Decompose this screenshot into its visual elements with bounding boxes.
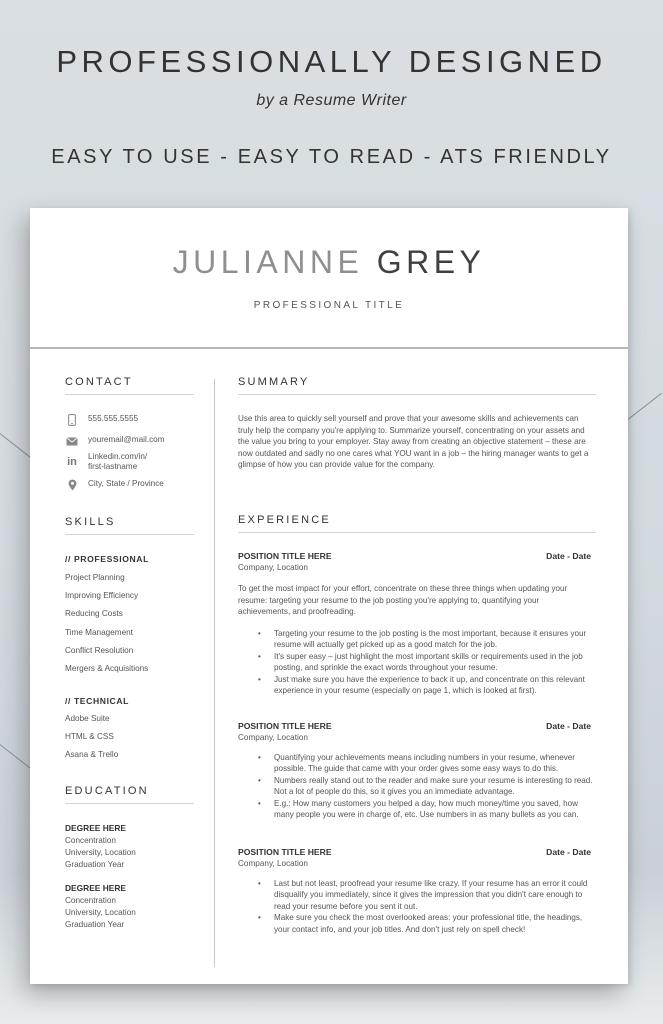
job-company: Company, Location: [238, 733, 308, 742]
hero-tagline: EASY TO USE - EASY TO READ - ATS FRIENDLY: [51, 146, 612, 168]
education-concentration: Concentration: [65, 896, 116, 905]
last-name: GREY: [376, 244, 486, 280]
hero-title: PROFESSIONALLY DESIGNED: [56, 44, 607, 79]
contact-email: [65, 435, 165, 447]
job-bullet: • Quantifying your achievements means including numbers in your resume, whenever possible. The guide that came with your order gives some easy ways to do this.: [256, 752, 594, 775]
skill-item: Reducing Costs: [65, 609, 123, 618]
job-bullet: • Just make sure you have the experience to back it up, and concentrate on this relevant experience in your resume (especially on page 1, which is looked at first).: [256, 674, 594, 697]
first-name: JULIANNE: [172, 244, 364, 280]
location-pin-icon: [65, 479, 79, 491]
skill-item: Adobe Suite: [65, 714, 110, 723]
job-bullets: [256, 752, 594, 820]
job-company: Company, Location: [238, 563, 308, 572]
job-bullet: • Numbers really stand out to the reader and make sure your resume is interesting to read. Not a lot of people do this, so it gives you an immediate advantage.: [256, 775, 594, 798]
skill-item: Improving Efficiency: [65, 591, 139, 600]
education-school: University, Location: [65, 848, 136, 857]
job-bullet: • E.g.: How many customers you helped a day, how much money/time you saved, how many people you were in charge of, etc. Use numbers in as many bullets as you can.: [256, 798, 594, 821]
skill-item: HTML & CSS: [65, 732, 114, 741]
column-divider: [214, 379, 215, 967]
job-bullets: [256, 878, 594, 935]
phone-text: 555.555.5555: [88, 414, 139, 423]
linkedin-line-1: Linkedin.com/in/: [88, 452, 148, 461]
job-bullet: • Last but not least, proofread your resume like crazy. If your resume has an error it could disqualify you immediately, since it gives the impression that you didn't care enough to read your resume before you sent it out.: [256, 878, 594, 912]
job-intro: To get the most impact for your effort, concentrate on these three things when updating your resume: targeting your resume to the job posting you're applying to, quantifying your achievements, and proofreading.: [238, 584, 568, 617]
hero-subtitle: by a Resume Writer: [256, 92, 407, 109]
mail-icon: [65, 435, 79, 447]
skill-item: Asana & Trello: [65, 750, 119, 759]
linkedin-line-2: first-lastname: [88, 462, 138, 471]
skill-item: Time Management: [65, 628, 133, 637]
location-text: City, State / Province: [88, 479, 164, 488]
summary-heading: SUMMARY: [238, 376, 596, 395]
job-bullets: [256, 628, 594, 696]
education-degree: DEGREE HERE: [65, 883, 126, 893]
job-company: Company, Location: [238, 859, 308, 868]
contact-linkedin: [65, 452, 147, 472]
professional-title: PROFESSIONAL TITLE: [253, 300, 405, 311]
contact-heading: CONTACT: [65, 376, 194, 395]
linkedin-icon: in: [67, 456, 77, 468]
job-title: POSITION TITLE HERE: [238, 551, 332, 561]
resume-name: [30, 244, 628, 281]
skills-heading: SKILLS: [65, 516, 194, 535]
skill-item: Mergers & Acquisitions: [65, 664, 149, 673]
job-date: Date - Date: [546, 847, 591, 857]
skill-item: Project Planning: [65, 573, 125, 582]
education-heading: EDUCATION: [65, 785, 194, 804]
education-year: Graduation Year: [65, 860, 125, 869]
header-divider: [30, 347, 628, 349]
professional-skills-heading: // PROFESSIONAL: [65, 554, 149, 564]
technical-skills-heading: // TECHNICAL: [65, 696, 130, 706]
email-text: youremail@mail.com: [88, 435, 165, 444]
education-school: University, Location: [65, 908, 136, 917]
education-concentration: Concentration: [65, 836, 116, 845]
job-bullet: • Targeting your resume to the job posting is the most important, because it ensures your resume will actually get picked up as a good match for the job.: [256, 628, 594, 651]
contact-phone: [65, 414, 138, 426]
skill-item: Conflict Resolution: [65, 646, 134, 655]
education-degree: DEGREE HERE: [65, 823, 126, 833]
job-bullet: • It's super easy – just highlight the most important skills or requirements used in the job posting, and sprinkle the exact words throughout your resume.: [256, 651, 594, 674]
phone-icon: [65, 414, 79, 426]
summary-text: Use this area to quickly sell yourself and prove that your awesome skills and achievements can truly help the company you're applying to. Summarize yourself, concentrating on your assets and the value you bring to your employer. Stay away from creating an objective statement – these are now outdated and sadly no one cares what YOU want in a job – the hiring manager wants to get a glimpse of how you can provide value for the company.: [238, 414, 589, 470]
contact-location: [65, 479, 164, 491]
resume-page: [30, 208, 628, 984]
job-title: POSITION TITLE HERE: [238, 721, 332, 731]
job-date: Date - Date: [546, 551, 591, 561]
job-date: Date - Date: [546, 721, 591, 731]
job-title: POSITION TITLE HERE: [238, 847, 332, 857]
job-bullet: • Make sure you check the most overlooked areas: your professional title, the headings, your contact info, and your job titles. And don't just rely on spell check!: [256, 912, 594, 935]
education-year: Graduation Year: [65, 920, 125, 929]
experience-heading: EXPERIENCE: [238, 514, 596, 533]
